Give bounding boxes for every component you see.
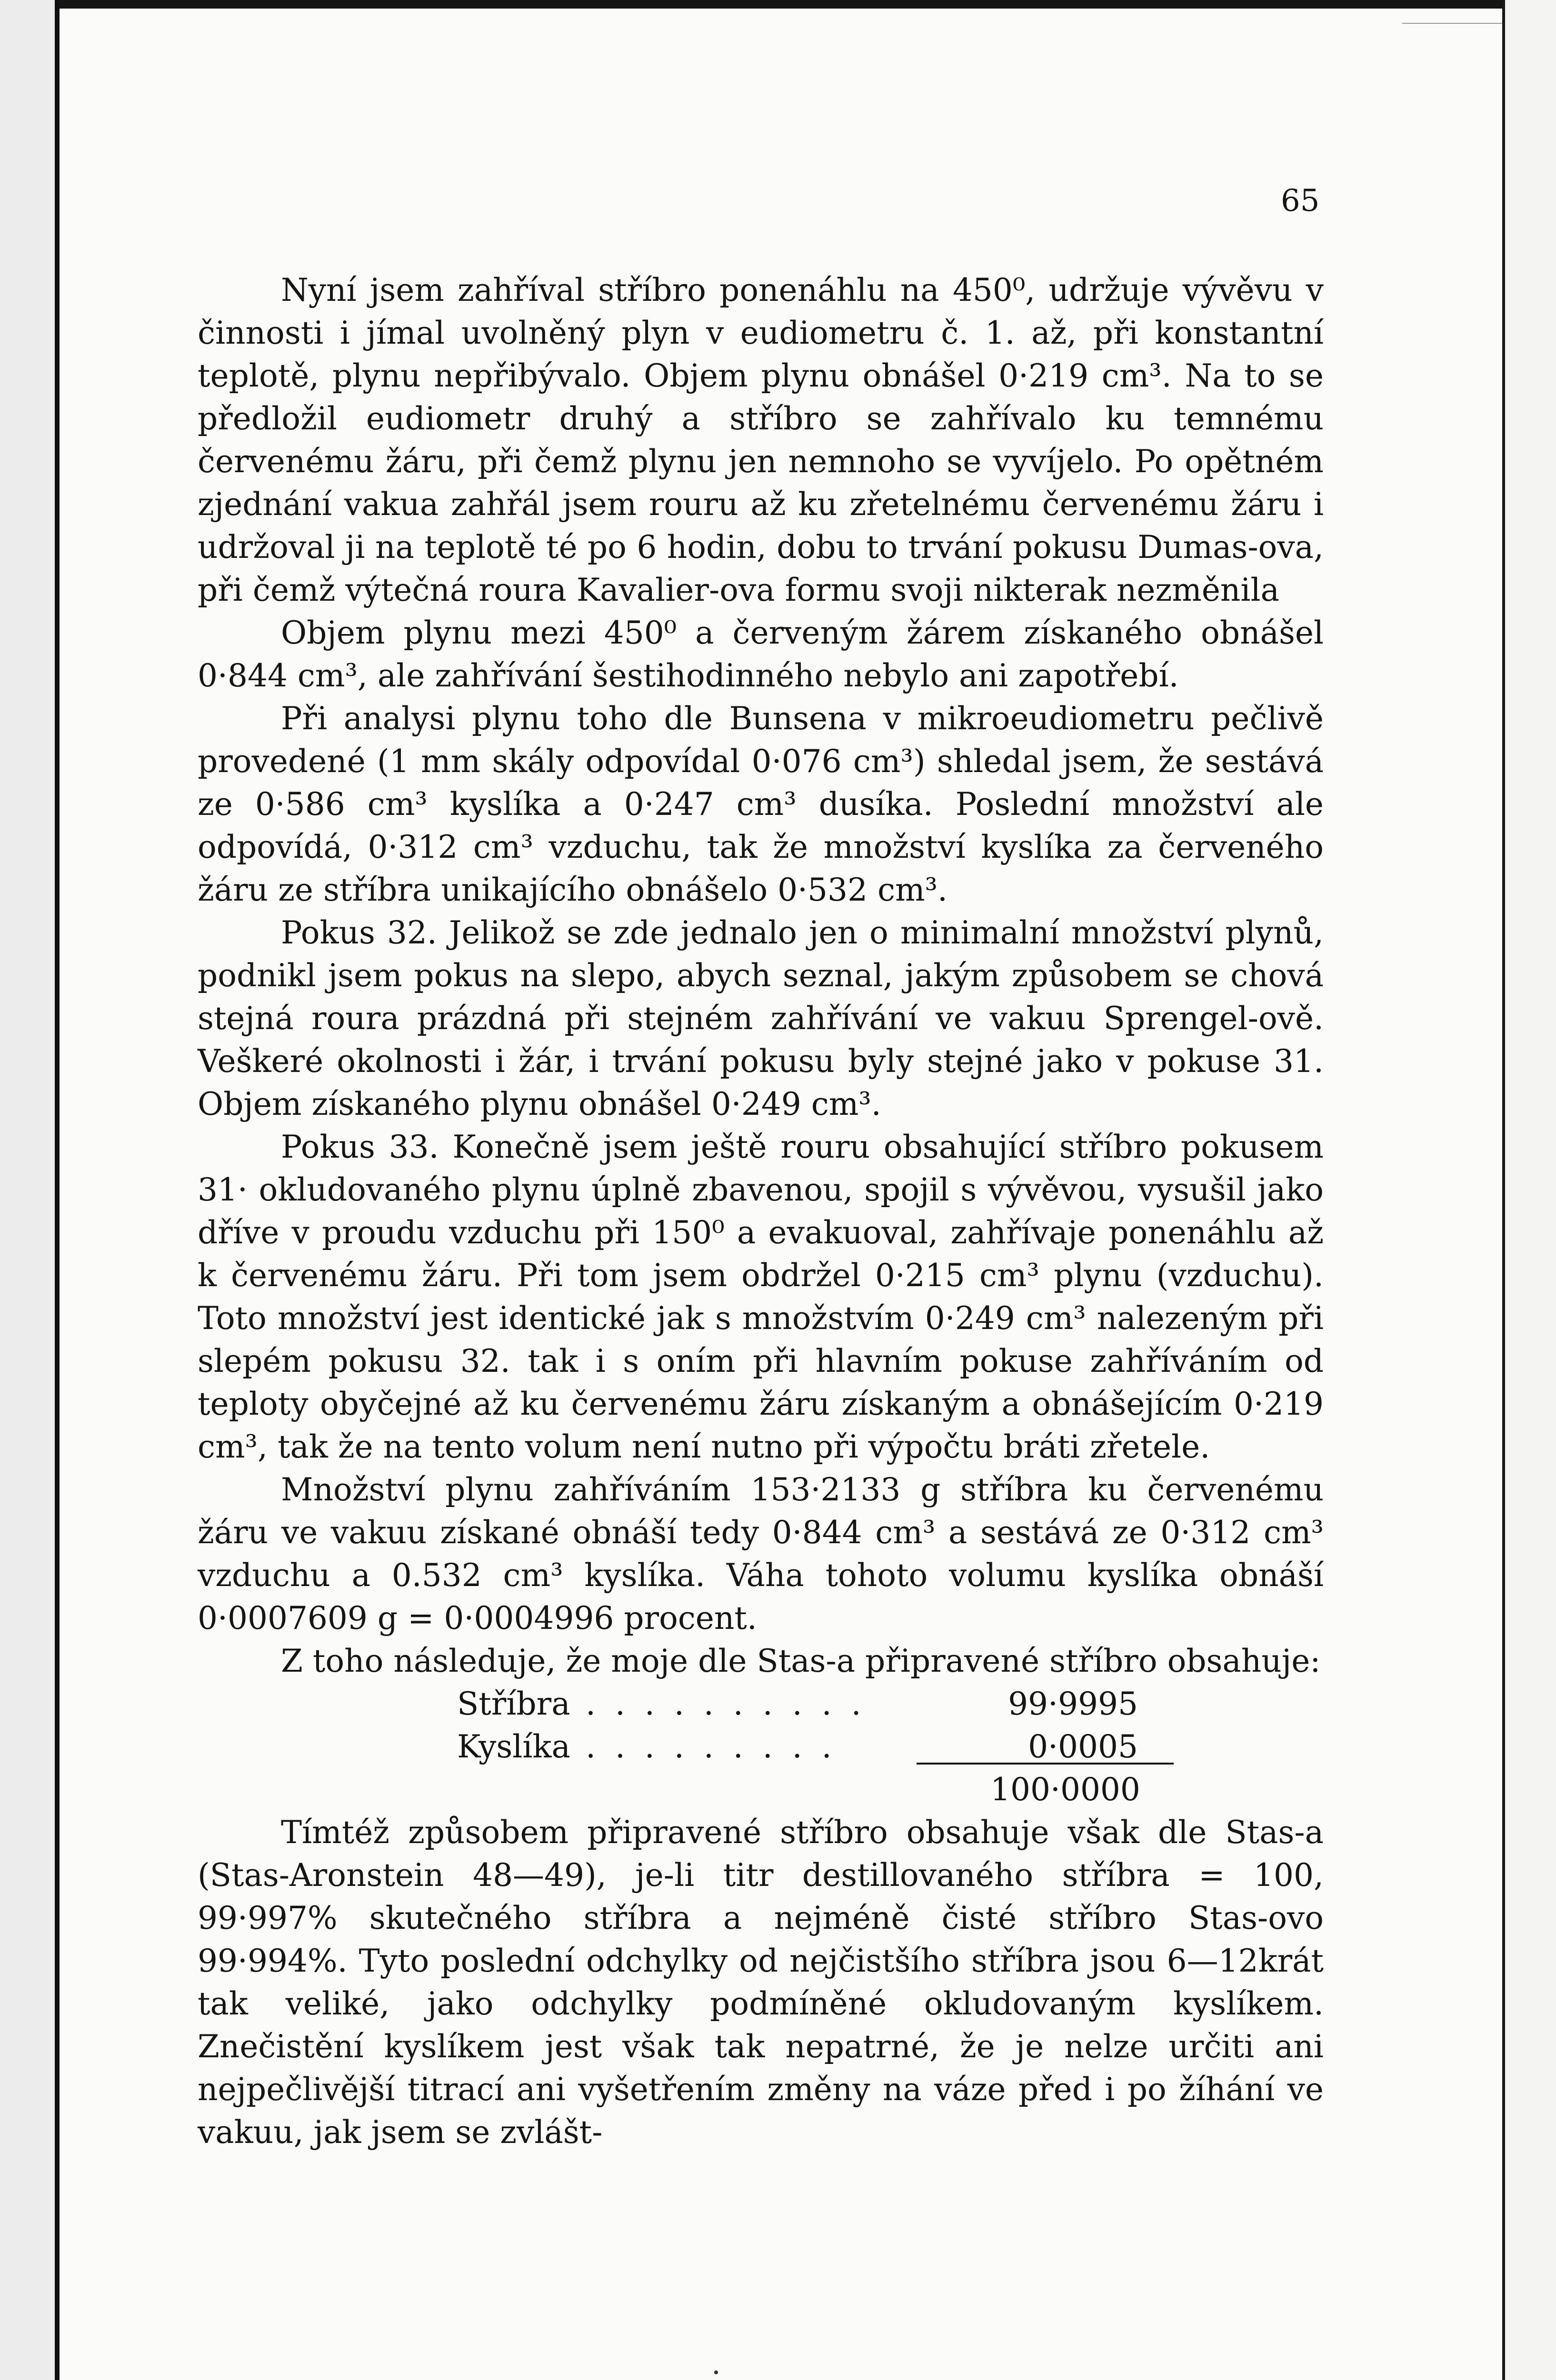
composition-row-oxygen [457,1726,1138,1768]
right-page-edge [1502,0,1556,2380]
composition-row-silver [457,1683,1138,1726]
composition-total-row [457,1768,1138,1811]
paragraph-1: Nyní jsem zahříval stříbro ponenáhlu na 450⁰, udržuje vývěvu v činnosti i jímal uvolněný plyn v eudiometru č. 1. až, při konstantní teplotě, plynu nepřibývalo. Objem plynu obnášel 0·219 cm³. Na to se předložil eudiometr druhý a stříbro se zahřívalo ku temnému červenému žáru, při čemž plynu jen nemnoho se vyvíjelo. Po opětném zjednání vakua zahřál jsem rouru až ku zřetelnému červenému žáru i udržoval ji na teplotě té po 6 hodin, dobu to trvání pokusu Dumas-ova, při čemž výtečná roura Kavalier-ova formu svoji nikterak nezměnila [198,272,1324,608]
composition-dots: . . . . . . . . . [586,1728,837,1765]
text-column [198,269,1324,2154]
composition-dots: . . . . . . . . . . [586,1686,866,1722]
composition-label: Kyslíka [457,1728,570,1765]
composition-label: Stříbra [457,1686,570,1722]
composition-total: 100·0000 [990,1771,1140,1808]
paragraph-pokus-32: Pokus 32. Jelikož se zde jednalo jen o minimalní množství plynů, podnikl jsem pokus na slepo, abych seznal, jakým způsobem se chová stejná roura prázdná při stejném zahřívání ve vakuu Sprengel-ově. Veškeré okolnosti i žár, i trvání pokusu byly stejné jako v pokuse 31. Objem získaného plynu obnášel 0·249 cm³. [198,914,1324,1122]
composition-value: 99·9995 [1008,1686,1138,1722]
sum-rule [917,1763,1174,1765]
paragraph-5: Množství plynu zahříváním 153·2133 g stříbra ku červenému žáru ve vakuu získané obnáší tedy 0·844 cm³ a sestává ze 0·312 cm³ vzduchu a 0.532 cm³ kyslíka. Váha tohoto volumu kyslíka obnáší 0·0007609 g = 0·0004996 procent. [198,1471,1324,1636]
paragraph-7: Tímtéž způsobem připravené stříbro obsahuje však dle Stas-a (Stas-Aronstein 48—49), je-li titr destillovaného stříbra = 100, 99·997% skutečného stříbra a nejméně čisté stříbro Stas-ovo 99·994%. Tyto poslední odchylky od nejčistšího stříbra jsou 6—12krát tak veliké, jako odchylky podmíněné okludovaným kyslíkem. Znečistění kyslíkem jest však tak nepatrné, že je nelze určiti ani nejpečlivější titrací ani vyšetřením změny na váze před i po žíhání ve vakuu, jak jsem se zvlášt- [198,1814,1324,2151]
page-number: 65 [1281,183,1320,218]
scan-speck [714,2370,718,2374]
paragraph-pokus-33: Pokus 33. Konečně jsem ještě rouru obsahující stříbro pokusem 31· okludovaného plynu úplně zbavenou, spojil s vývěvou, vysušil jako dříve v proudu vzduchu při 150⁰ a evakuoval, zahřívaje ponenáhlu až k červenému žáru. Při tom jsem obdržel 0·215 cm³ plynu (vzduchu). Toto množství jest identické jak s množstvím 0·249 cm³ nalezeným při slepém pokusu 32. tak i s oním při hlavním pokuse zahříváním od teploty obyčejné až ku červenému žáru získaným a obnášejícím 0·219 cm³, tak že na tento volum není nutno při výpočtu bráti zřetele. [198,1129,1324,1465]
composition-table [198,1683,1324,1811]
paragraph-3: Při analysi plynu toho dle Bunsena v mikroeudiometru pečlivě provedené (1 mm skály odpovídal 0·076 cm³) shledal jsem, že sestává ze 0·586 cm³ kyslíka a 0·247 cm³ dusíka. Poslední množství ale odpovídá, 0·312 cm³ vzduchu, tak že množství kyslíka za červeného žáru ze stříbra unikajícího obnášelo 0·532 cm³. [198,700,1324,908]
paragraph-2: Objem plynu mezi 450⁰ a červeným žárem získaného obnášel 0·844 cm³, ale zahřívání šestihodinného nebylo ani zapotřebí. [198,615,1324,694]
paragraph-6: Z toho následuje, že moje dle Stas-a připravené stříbro obsahuje: [281,1643,1321,1679]
left-page-edge [0,0,60,2380]
composition-value: 0·0005 [1028,1728,1138,1765]
